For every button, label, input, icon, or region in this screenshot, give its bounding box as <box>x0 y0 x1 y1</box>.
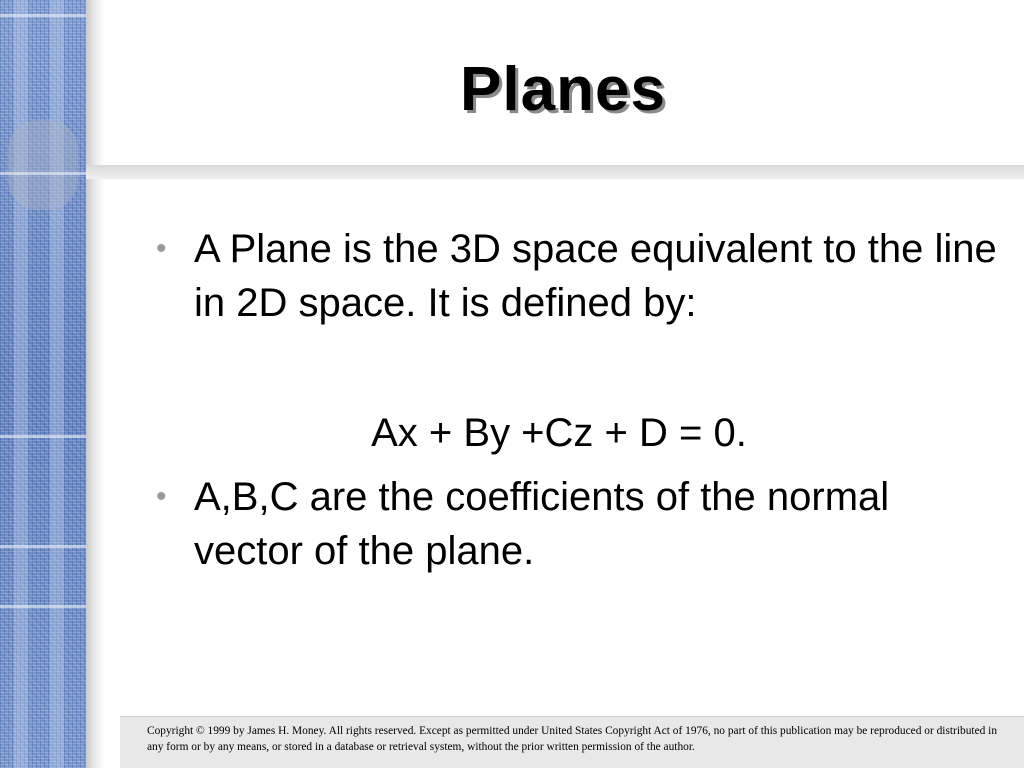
strip-band <box>0 172 86 175</box>
bullet-marker: • <box>156 480 167 513</box>
bullet-text: A,B,C are the coefficients of the normal vector of the plane. <box>194 475 890 573</box>
bullet-item <box>156 222 1006 330</box>
strip-vertical-stripe <box>14 0 28 768</box>
strip-vertical-stripe <box>50 0 64 768</box>
strip-band <box>0 14 86 17</box>
strip-shadow <box>86 0 104 768</box>
denim-side-strip <box>0 0 86 768</box>
slide-body <box>156 222 1006 578</box>
title-divider <box>86 165 1024 179</box>
bullet-item <box>156 470 1006 578</box>
strip-band <box>0 605 86 608</box>
strip-band <box>0 545 86 548</box>
plane-equation: Ax + By +Cz + D = 0. <box>371 411 747 455</box>
strip-band <box>0 435 86 438</box>
bullet-text: A Plane is the 3D space equivalent to the line in 2D space. It is defined by: <box>194 227 997 325</box>
strip-fade-patch <box>8 120 78 210</box>
slide-title: Planes <box>460 55 666 124</box>
copyright-footer: Copyright © 1999 by James H. Money. All rights reserved. Except as permitted under United States Copyright Act of 1976, no part of this publication may be reproduced or distributed in any form or by any means, or stored in a database or retrieval system, without the prior written permission of the author. <box>120 716 1024 768</box>
bullet-marker: • <box>156 232 167 265</box>
